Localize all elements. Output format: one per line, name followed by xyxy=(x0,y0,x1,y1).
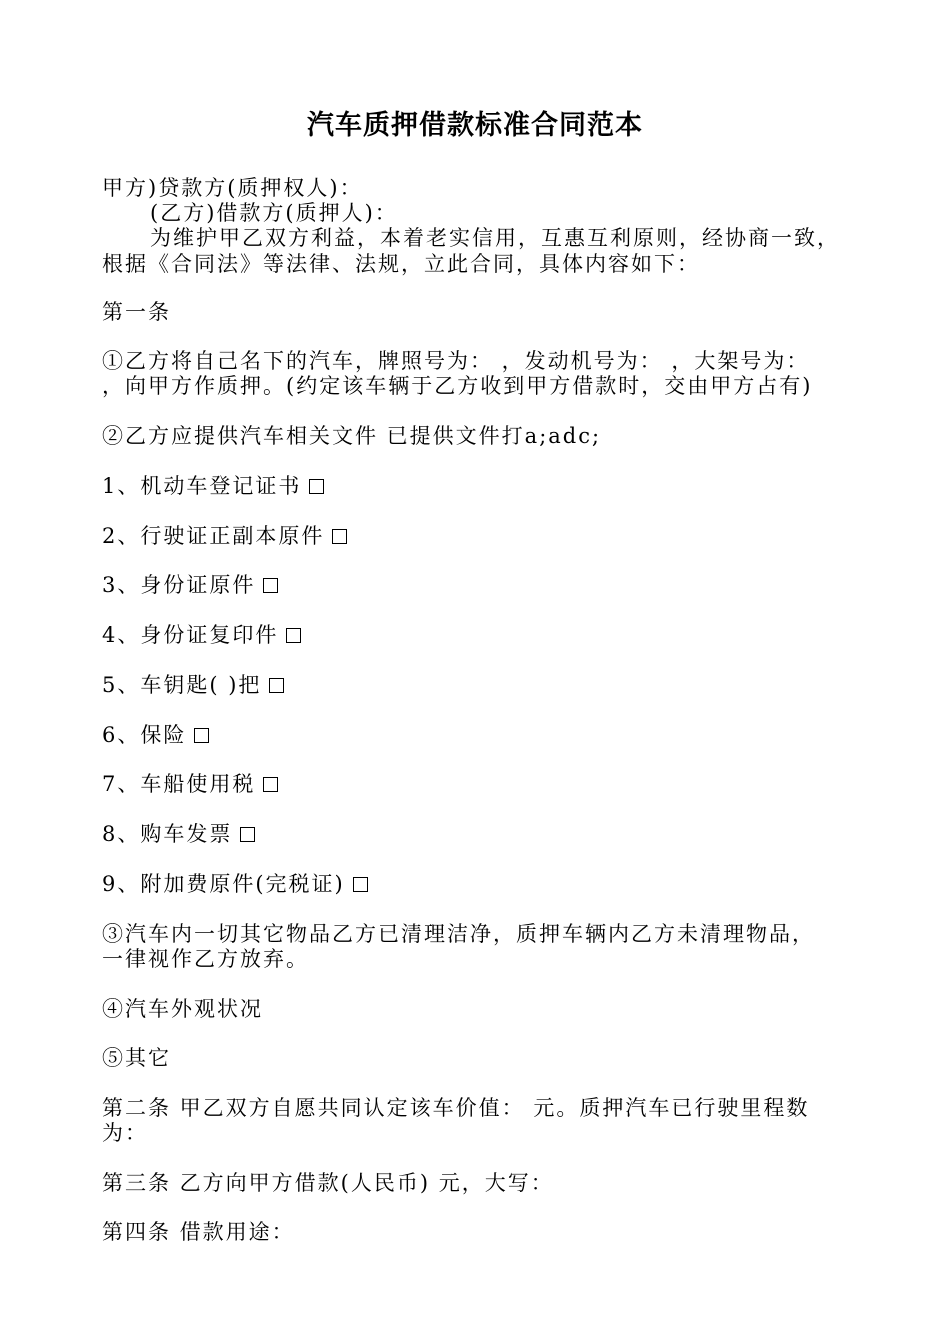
article-3-line: 第三条 乙方向甲方借款(人民币) 元，大写： xyxy=(102,1171,554,1195)
doc-item-label: 7、车船使用税 xyxy=(102,772,256,796)
checkbox-icon[interactable] xyxy=(332,529,347,544)
doc-item-label: 3、身份证原件 xyxy=(102,573,256,597)
checkbox-icon[interactable] xyxy=(353,877,368,892)
checkbox-icon[interactable] xyxy=(309,479,324,494)
doc-item-5 xyxy=(102,672,284,698)
checkbox-icon[interactable] xyxy=(263,777,278,792)
doc-item-2 xyxy=(102,523,347,549)
checkbox-icon[interactable] xyxy=(240,827,255,842)
doc-item-label: 1、机动车登记证书 xyxy=(102,474,302,498)
doc-item-label: 6、保险 xyxy=(102,723,187,747)
article-1-heading: 第一条 xyxy=(102,300,171,324)
doc-item-7 xyxy=(102,771,278,797)
party-a-line: 甲方)贷款方(质押权人)： xyxy=(102,176,363,200)
doc-item-6 xyxy=(102,722,209,748)
doc-item-label: 5、车钥匙( )把 xyxy=(102,673,262,697)
item-3-line-1: ③汽车内一切其它物品乙方已清理洁净，质押车辆内乙方未清理物品， xyxy=(102,922,815,946)
preamble-line-1: 为维护甲乙双方利益，本着老实信用，互惠互利原则，经协商一致， xyxy=(150,226,840,250)
checkbox-icon[interactable] xyxy=(269,678,284,693)
item-4-line: ④汽车外观状况 xyxy=(102,997,263,1021)
checkbox-icon[interactable] xyxy=(286,628,301,643)
item-1-line-2: ，向甲方作质押。(约定该车辆于乙方收到甲方借款时，交由甲方占有) xyxy=(102,374,813,398)
doc-item-label: 4、身份证复印件 xyxy=(102,623,279,647)
doc-item-9 xyxy=(102,871,368,897)
item-2-line: ②乙方应提供汽车相关文件 已提供文件打a;adc; xyxy=(102,424,602,448)
doc-item-label: 2、行驶证正副本原件 xyxy=(102,524,325,548)
doc-item-1 xyxy=(102,473,324,499)
doc-item-8 xyxy=(102,821,255,847)
doc-item-3 xyxy=(102,572,278,598)
checkbox-icon[interactable] xyxy=(194,728,209,743)
item-5-line: ⑤其它 xyxy=(102,1046,171,1070)
doc-item-label: 8、购车发票 xyxy=(102,822,233,846)
article-2-line-2: 为： xyxy=(102,1121,148,1145)
article-2-line-1: 第二条 甲乙双方自愿共同认定该车价值： 元。质押汽车已行驶里程数 xyxy=(102,1096,810,1120)
doc-item-label: 9、附加费原件(完税证) xyxy=(102,872,345,896)
preamble-line-2: 根据《合同法》等法律、法规，立此合同，具体内容如下： xyxy=(102,252,700,276)
article-4-line: 第四条 借款用途： xyxy=(102,1220,295,1244)
item-3-line-2: 一律视作乙方放弃。 xyxy=(102,947,309,971)
checkbox-icon[interactable] xyxy=(263,578,278,593)
item-1-line-1: ①乙方将自己名下的汽车，牌照号为： ，发动机号为： ，大架号为： xyxy=(102,349,810,373)
doc-item-4 xyxy=(102,622,301,648)
document-title: 汽车质押借款标准合同范本 xyxy=(307,110,643,141)
party-b-line: (乙方)借款方(质押人)： xyxy=(150,201,398,225)
